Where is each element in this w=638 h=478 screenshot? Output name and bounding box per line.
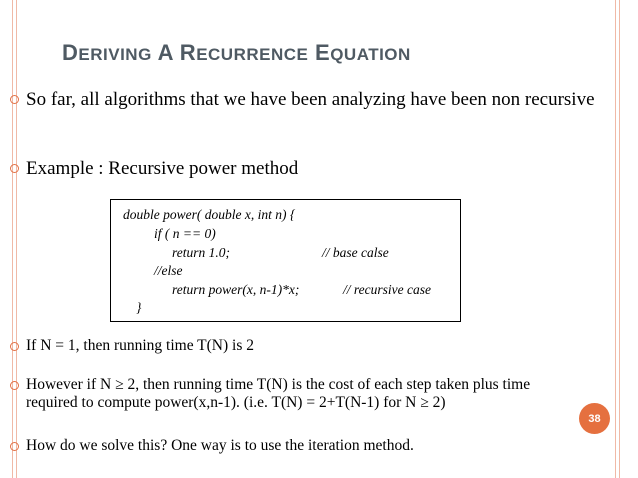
code-line: return 1.0; xyxy=(172,245,230,260)
bullet-ring-icon xyxy=(10,442,19,451)
right-border-line xyxy=(619,0,620,478)
code-line: double power( double x, int n) { xyxy=(123,207,296,222)
bullet-text: However if N ≥ 2, then running time T(N) is the cost of each step taken plus time required to compute power(x,n-1). (i.e. T(N) = 2+T(N-1) for N ≥ 2) xyxy=(26,376,531,411)
code-line: //else xyxy=(154,263,183,278)
code-line: if ( n == 0) xyxy=(154,226,216,241)
code-line: } xyxy=(136,300,142,315)
right-border-line xyxy=(615,0,616,478)
bullet-ring-icon xyxy=(10,164,19,173)
bullet-ring-icon xyxy=(10,381,19,390)
bullet-text: How do we solve this? One way is to use the iteration method. xyxy=(26,437,414,454)
bullet-ring-icon xyxy=(10,342,19,351)
slide-title: DERIVING A RECURRENCE EQUATION xyxy=(62,40,411,65)
bullet-text: If N = 1, then running time T(N) is 2 xyxy=(26,337,255,354)
bullet-item xyxy=(8,376,578,412)
bullet-item xyxy=(8,337,603,355)
bullet-text: So far, all algorithms that we have been analyzing have been non recursive xyxy=(26,89,595,110)
bullet-ring-icon xyxy=(10,95,19,104)
code-line: return power(x, n-1)*x; xyxy=(172,282,300,297)
page-number-badge: 38 xyxy=(579,403,610,434)
bullet-item xyxy=(8,158,603,179)
bullet-item xyxy=(8,437,603,455)
bullet-text: Example : Recursive power method xyxy=(26,158,299,179)
code-comment: // base calse xyxy=(322,245,389,260)
bullet-item xyxy=(8,89,603,110)
code-box xyxy=(110,199,461,322)
code-comment: // recursive case xyxy=(343,282,431,297)
